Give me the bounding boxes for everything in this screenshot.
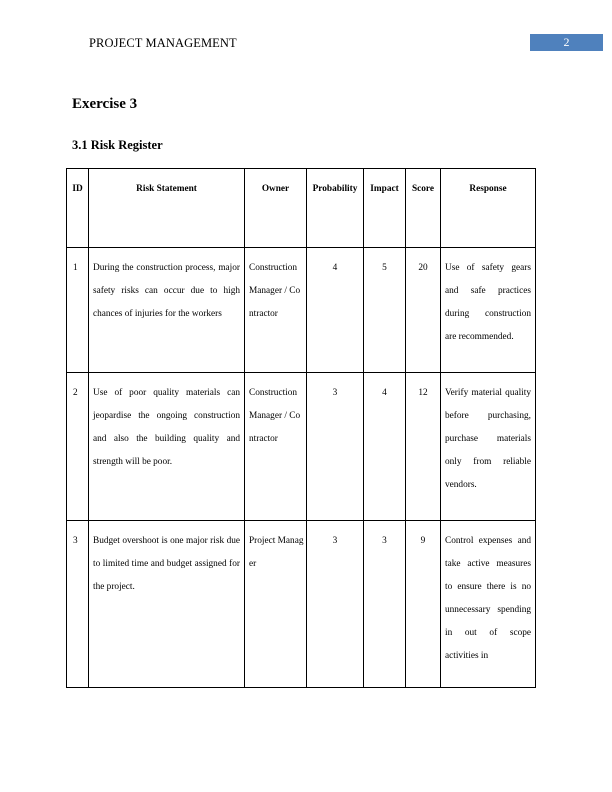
- cell-response: Control expenses and take active measures to ensure there is no unnecessary spending in out of scope activities in: [441, 521, 536, 688]
- table-row: [67, 521, 536, 688]
- cell-id: 2: [67, 373, 89, 521]
- risk-register-table: [66, 168, 536, 688]
- column-header-probability: Probability: [307, 169, 364, 248]
- cell-score: 12: [406, 373, 441, 521]
- column-header-id: ID: [67, 169, 89, 248]
- cell-probability: 3: [307, 373, 364, 521]
- cell-response: Verify material quality before purchasing, purchase materials only from reliable vendors.: [441, 373, 536, 521]
- cell-score: 9: [406, 521, 441, 688]
- cell-risk-statement: During the construction process, major safety risks can occur due to high chances of injuries for the workers: [89, 248, 245, 373]
- cell-owner: Construction Manager / Contractor: [245, 373, 307, 521]
- cell-probability: 3: [307, 521, 364, 688]
- exercise-heading: Exercise 3: [72, 96, 138, 112]
- cell-impact: 3: [364, 521, 406, 688]
- table-header-row: [67, 169, 536, 248]
- cell-impact: 4: [364, 373, 406, 521]
- column-header-score: Score: [406, 169, 441, 248]
- column-header-impact: Impact: [364, 169, 406, 248]
- cell-risk-statement: Budget overshoot is one major risk due to limited time and budget assigned for the project.: [89, 521, 245, 688]
- cell-owner: Construction Manager / Contractor: [245, 248, 307, 373]
- table-row: [67, 248, 536, 373]
- cell-score: 20: [406, 248, 441, 373]
- cell-owner: Project Manager: [245, 521, 307, 688]
- cell-risk-statement: Use of poor quality materials can jeopardise the ongoing construction and also the building quality and strength will be poor.: [89, 373, 245, 521]
- cell-impact: 5: [364, 248, 406, 373]
- table-row: [67, 373, 536, 521]
- column-header-risk-statement: Risk Statement: [89, 169, 245, 248]
- running-header-title: PROJECT MANAGEMENT: [89, 36, 237, 50]
- page-number-badge: 2: [530, 34, 603, 51]
- cell-response: Use of safety gears and safe practices during construction are recommended.: [441, 248, 536, 373]
- cell-probability: 4: [307, 248, 364, 373]
- column-header-response: Response: [441, 169, 536, 248]
- section-heading: 3.1 Risk Register: [72, 138, 163, 152]
- cell-id: 1: [67, 248, 89, 373]
- cell-id: 3: [67, 521, 89, 688]
- column-header-owner: Owner: [245, 169, 307, 248]
